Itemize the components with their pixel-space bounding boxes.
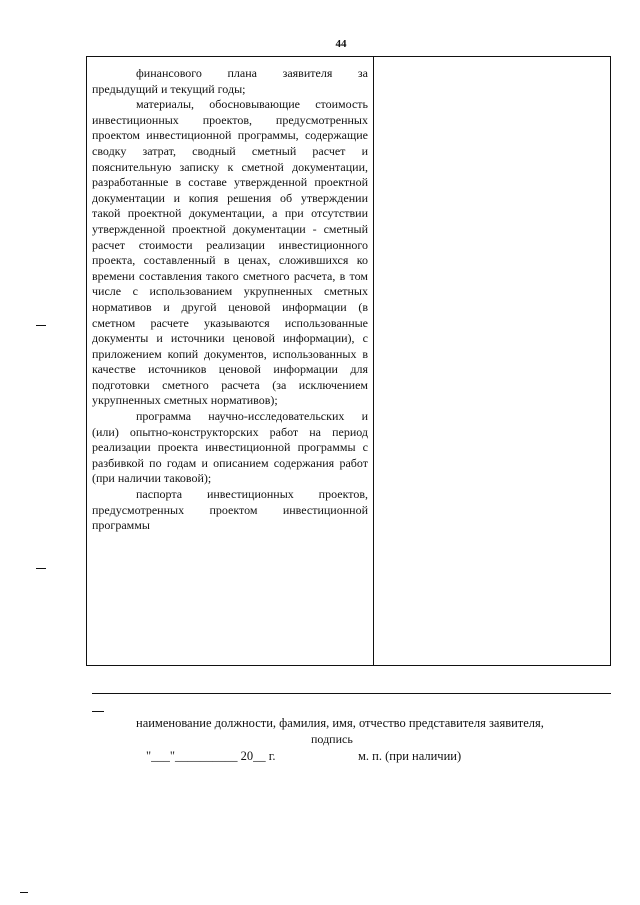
paragraph-research-program: программа научно-исследовательских и (или) опытно-конструкторских работ на период реализации проекта инвестиционной программы с разбивкой по годам и описанием содержания работ (при наличии таковой); xyxy=(92,409,368,486)
footer-stamp-label: м. п. (при наличии) xyxy=(358,749,462,763)
table-column-divider xyxy=(373,57,374,665)
margin-mark-4 xyxy=(20,892,28,893)
footer-position-name: наименование должности, фамилия, имя, отчество представителя заявителя, xyxy=(136,716,544,730)
paragraph-financial-plan: финансового плана заявителя за предыдущий и текущий годы; xyxy=(92,66,368,96)
margin-mark-3 xyxy=(92,711,104,712)
margin-mark-2 xyxy=(36,568,46,569)
footer-signature-label: подпись xyxy=(311,732,353,746)
margin-mark-1 xyxy=(36,325,46,326)
table-left-cell xyxy=(92,66,368,534)
table-right-cell xyxy=(375,57,610,665)
footer-date-line: "___"__________ 20__ г. xyxy=(146,749,276,763)
footer-separator-line xyxy=(92,693,611,694)
paragraph-project-passports: паспорта инвестиционных проектов, предусмотренных проектом инвестиционной программы xyxy=(92,487,368,533)
page-number: 44 xyxy=(335,38,347,50)
paragraph-cost-materials: материалы, обосновывающие стоимость инвестиционных проектов, предусмотренных проектом инвестиционной программы, содержащие сводку затрат, сводный сметный расчет и пояснительную записку к сметной документации, разработанные в составе утвержденной проектной документации и копия решения об утверждении такой проектной документации, а при отсутствии утвержденной проектной документации - сметный расчет стоимости реализации инвестиционного проекта, составленный в ценах, сложившихся ко времени составления такого сметного расчета, в том числе с использованием укрупненных сметных нормативов и другой ценовой информации (в сметном расчете указываются использованные документы и источники ценовой информации), с приложением копий документов, использованных в качестве источников ценовой информации для подготовки сметного расчета (за исключением укрупненных сметных нормативов); xyxy=(92,97,368,408)
document-table xyxy=(86,56,611,666)
